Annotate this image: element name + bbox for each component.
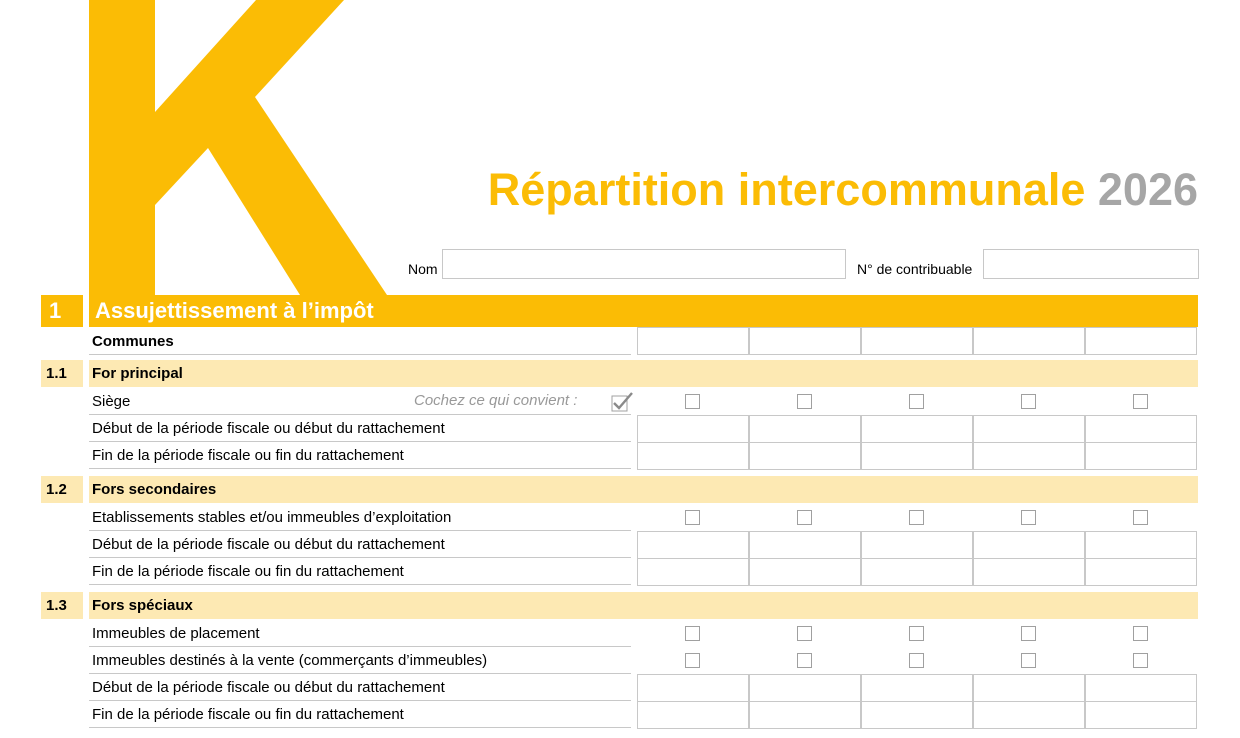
checkbox[interactable] xyxy=(797,394,812,409)
subsection-title: Fors spéciaux xyxy=(89,592,1198,619)
row-label: Début de la période fiscale ou début du rattachement xyxy=(89,674,631,701)
communes-label: Communes xyxy=(89,328,631,355)
title-year: 2026 xyxy=(1097,164,1198,215)
checkbox[interactable] xyxy=(797,653,812,668)
date-input[interactable] xyxy=(973,531,1085,559)
title-main: Répartition intercommunale xyxy=(487,164,1086,215)
date-input[interactable] xyxy=(637,442,749,470)
checkbox[interactable] xyxy=(909,394,924,409)
taxpayer-number-field[interactable] xyxy=(983,249,1199,279)
check-hint: Cochez ce qui convient : xyxy=(414,392,578,409)
checkbox[interactable] xyxy=(1021,653,1036,668)
name-field[interactable] xyxy=(442,249,846,279)
checkbox[interactable] xyxy=(1021,510,1036,525)
checkbox[interactable] xyxy=(909,653,924,668)
row-label: Etablissements stables et/ou immeubles d’exploitation xyxy=(89,504,631,531)
row-label: Immeubles de placement xyxy=(89,620,631,647)
checkbox[interactable] xyxy=(685,653,700,668)
checkbox[interactable] xyxy=(1133,394,1148,409)
row-label: Fin de la période fiscale ou fin du rattachement xyxy=(89,558,631,585)
checkbox[interactable] xyxy=(909,626,924,641)
date-input[interactable] xyxy=(1085,674,1197,702)
date-input[interactable] xyxy=(749,415,861,443)
date-input[interactable] xyxy=(749,558,861,586)
checkbox[interactable] xyxy=(797,626,812,641)
subsection-number: 1.2 xyxy=(41,476,83,503)
row-label: Début de la période fiscale ou début du rattachement xyxy=(89,531,631,558)
row-label: Immeubles destinés à la vente (commerçants d’immeubles) xyxy=(89,647,631,674)
commune-input-2[interactable] xyxy=(749,327,861,355)
date-input[interactable] xyxy=(637,415,749,443)
date-input[interactable] xyxy=(973,674,1085,702)
date-input[interactable] xyxy=(861,558,973,586)
checkbox[interactable] xyxy=(1133,653,1148,668)
date-input[interactable] xyxy=(637,558,749,586)
date-input[interactable] xyxy=(749,442,861,470)
date-input[interactable] xyxy=(1085,531,1197,559)
row-label: Début de la période fiscale ou début du rattachement xyxy=(89,415,631,442)
date-input[interactable] xyxy=(973,558,1085,586)
commune-input-3[interactable] xyxy=(861,327,973,355)
checkbox[interactable] xyxy=(1021,626,1036,641)
subsection-title: Fors secondaires xyxy=(89,476,1198,503)
date-input[interactable] xyxy=(1085,415,1197,443)
date-input[interactable] xyxy=(749,531,861,559)
row-label: Fin de la période fiscale ou fin du rattachement xyxy=(89,701,631,728)
k-letter-graphic xyxy=(0,0,400,300)
checkbox[interactable] xyxy=(685,510,700,525)
date-input[interactable] xyxy=(861,442,973,470)
date-input[interactable] xyxy=(973,701,1085,729)
taxpayer-number-label: N° de contribuable xyxy=(857,261,973,277)
checkbox[interactable] xyxy=(685,626,700,641)
date-input[interactable] xyxy=(749,701,861,729)
date-input[interactable] xyxy=(973,415,1085,443)
date-input[interactable] xyxy=(1085,558,1197,586)
date-input[interactable] xyxy=(749,674,861,702)
checkbox[interactable] xyxy=(797,510,812,525)
date-input[interactable] xyxy=(1085,701,1197,729)
name-label: Nom xyxy=(408,261,438,277)
row-label: Siège xyxy=(89,388,631,415)
date-input[interactable] xyxy=(861,415,973,443)
checkbox[interactable] xyxy=(1021,394,1036,409)
checkbox[interactable] xyxy=(909,510,924,525)
date-input[interactable] xyxy=(1085,442,1197,470)
commune-input-4[interactable] xyxy=(973,327,1085,355)
subsection-number: 1.1 xyxy=(41,360,83,387)
checkbox[interactable] xyxy=(1133,626,1148,641)
commune-input-1[interactable] xyxy=(637,327,749,355)
date-input[interactable] xyxy=(973,442,1085,470)
date-input[interactable] xyxy=(637,701,749,729)
date-input[interactable] xyxy=(637,674,749,702)
section-number: 1 xyxy=(41,295,83,327)
row-label: Fin de la période fiscale ou fin du rattachement xyxy=(89,442,631,469)
checkbox[interactable] xyxy=(685,394,700,409)
date-input[interactable] xyxy=(637,531,749,559)
checkmark-icon xyxy=(610,391,634,418)
page-title xyxy=(488,164,1198,216)
section-title: Assujettissement à l’impôt xyxy=(89,295,1198,327)
commune-input-5[interactable] xyxy=(1085,327,1197,355)
subsection-title: For principal xyxy=(89,360,1198,387)
subsection-number: 1.3 xyxy=(41,592,83,619)
date-input[interactable] xyxy=(861,531,973,559)
date-input[interactable] xyxy=(861,701,973,729)
checkbox[interactable] xyxy=(1133,510,1148,525)
date-input[interactable] xyxy=(861,674,973,702)
